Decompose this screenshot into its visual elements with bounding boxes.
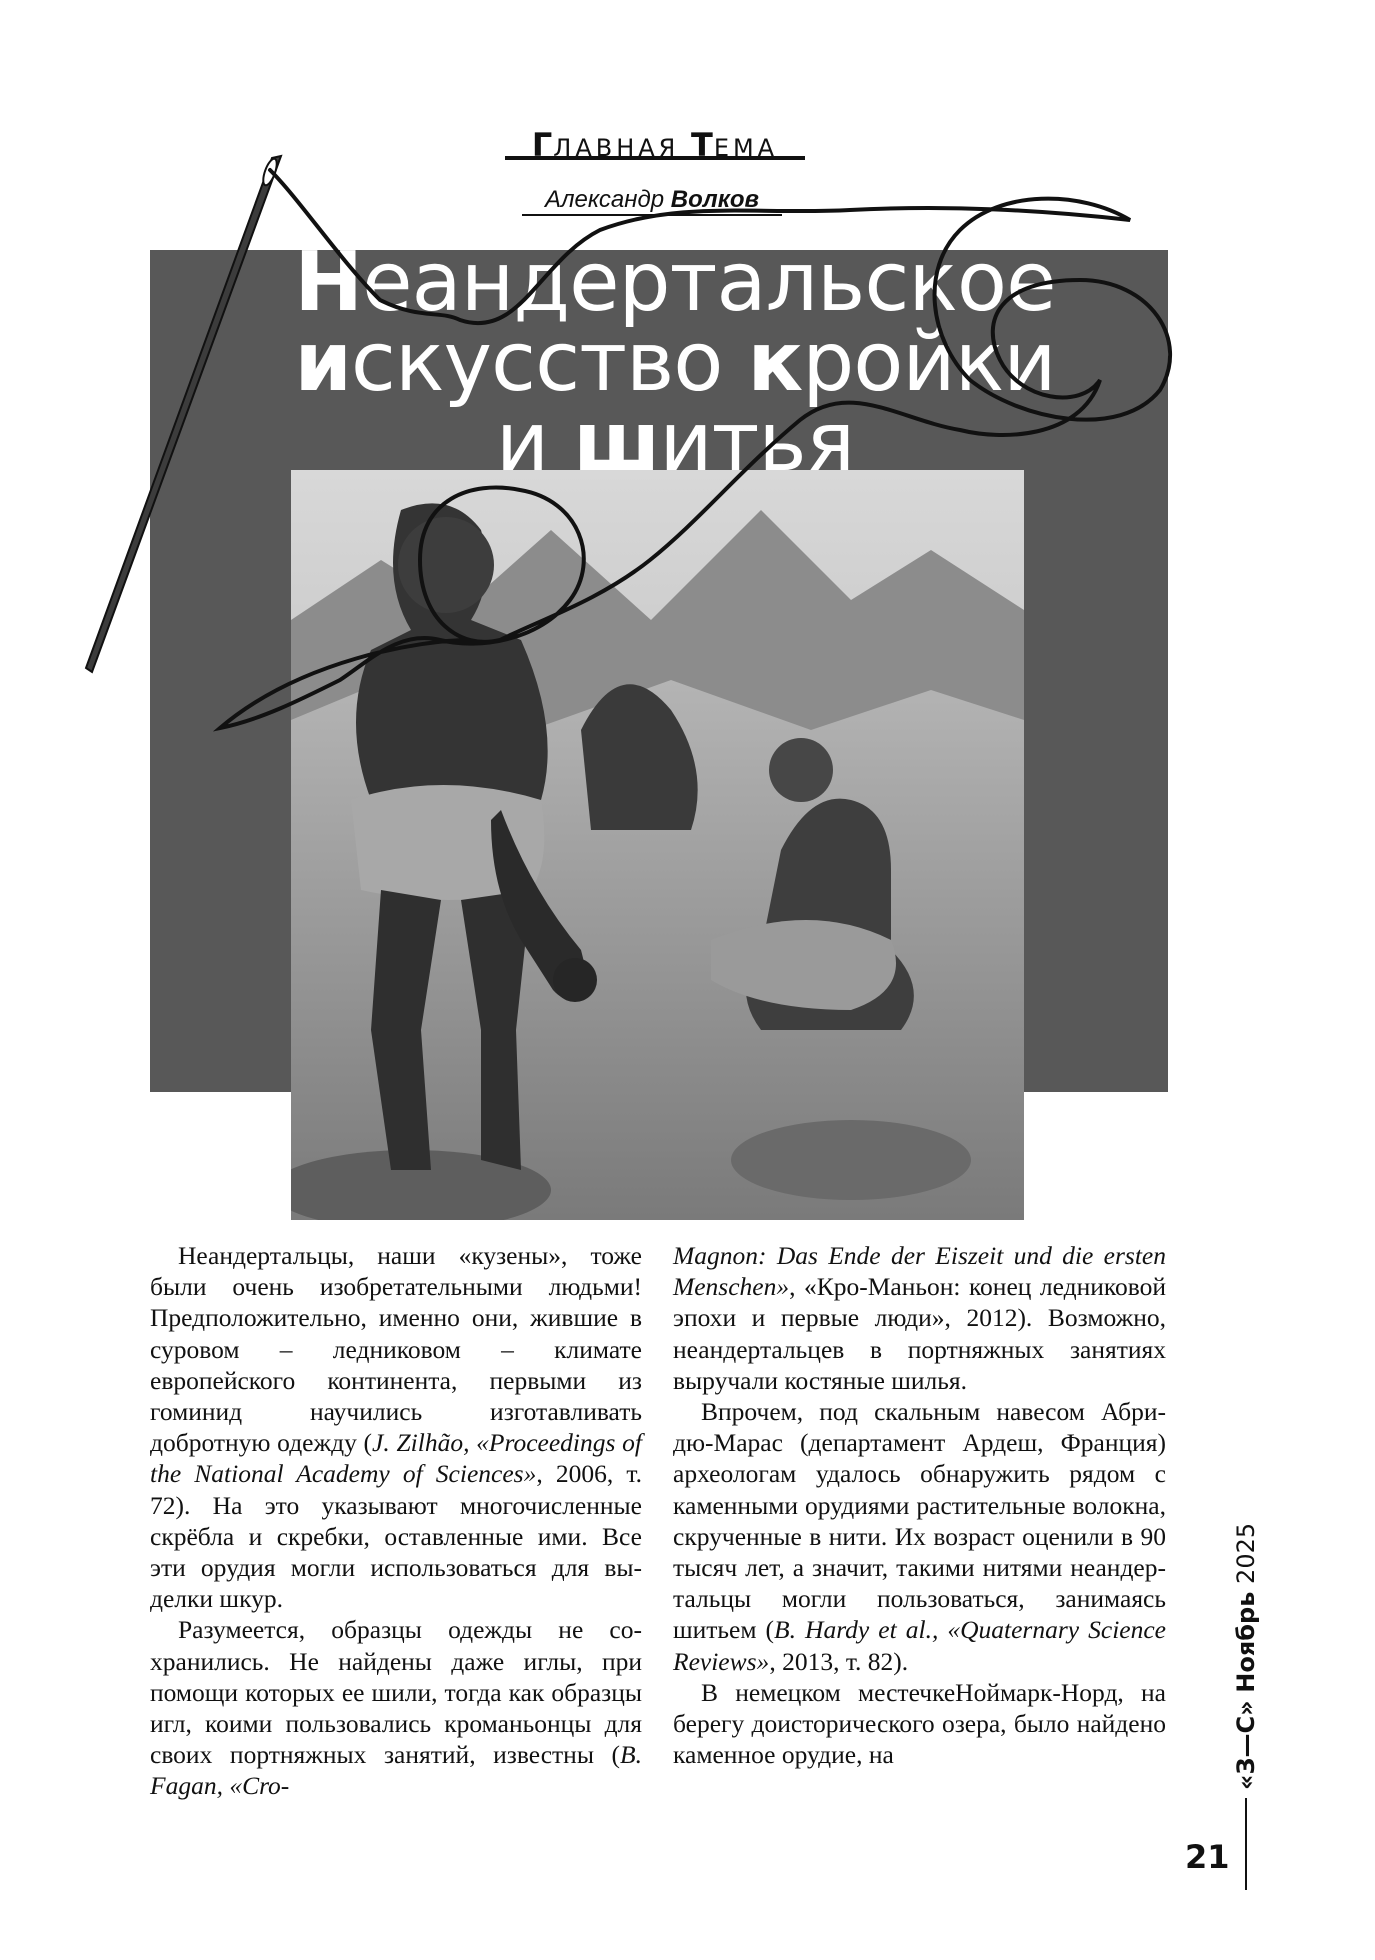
title-line3-word1: и <box>495 395 574 490</box>
article-column-left <box>150 1240 642 1802</box>
page-number: 21 <box>1185 1838 1230 1876</box>
paragraph-text: , 2006, т. 72). На это указывают многочисленные скрёбла и скребки, оставленные ими. Все эти орудия могли использоваться для выделки шкур. <box>150 1459 642 1614</box>
citation: B. Fagan, «Cro- <box>150 1740 642 1801</box>
section-heading-cap2: Т <box>690 126 714 164</box>
paragraph-text: В немецком местечкеНоймарк-Норд, на берегу доисторического озера, было найдено каменное орудие, на <box>673 1677 1166 1770</box>
issue-year: 2025 <box>1232 1522 1260 1584</box>
author-byline <box>522 186 782 216</box>
title-line2-cap2: к <box>747 315 803 410</box>
title-line1-cap: Н <box>294 235 363 330</box>
neanderthal-illustration <box>291 470 1024 1220</box>
issue-month: Ноябрь <box>1232 1591 1260 1693</box>
paragraph <box>673 1240 1166 1396</box>
paragraph-text: Разумеется, образцы одежды не сохранились. Не найдены даже иглы, при помощи которых ее шили, тогда как образцы игл, коими пользовались кроманьонцы для своих портняжных занятий, известны ( <box>150 1615 642 1770</box>
title-line2-cap1: и <box>294 315 351 410</box>
article-column-right <box>673 1240 1166 1770</box>
paragraph <box>673 1677 1166 1771</box>
paragraph <box>673 1396 1166 1677</box>
magazine-name: «З—С» <box>1232 1700 1260 1790</box>
section-heading-part1: ЛАВНАЯ <box>553 134 691 162</box>
paragraph-text: , «Кро-Маньон: конец ледниковой эпохи и первые люди», 2012). Возможно, неандертальцев в портняжных занятиях выручали костяные шилья. <box>673 1272 1166 1395</box>
citation: Magnon: Das Ende der Eiszeit und die ersten Menschen» <box>673 1241 1166 1302</box>
margin-rule <box>1245 1798 1247 1890</box>
title-line3-cap: ш <box>573 395 660 490</box>
title-line-3 <box>275 395 1075 490</box>
illustration-drawing <box>291 470 1024 1220</box>
title-line1-rest: еандертальское <box>362 235 1056 330</box>
author-last-name: Волков <box>670 186 760 213</box>
title-line2-rest2: ройки <box>802 315 1056 410</box>
section-heading <box>505 126 805 164</box>
article-title <box>275 235 1075 490</box>
citation: J. Zilhão, «Proceedings of the National Academy of Sciences» <box>150 1428 642 1489</box>
title-line3-rest: итья <box>659 395 855 490</box>
section-heading-cap1: Г <box>531 126 554 164</box>
paragraph-text: Неандертальцы, наши «кузены», тоже были очень изобретательными людьми! Предположительно, именно они, жившие в суровом – ледниковом – климате европейского континента, первыми из гоминид научились изготавливать добротную одежду ( <box>150 1241 642 1458</box>
title-line-2 <box>275 315 1075 410</box>
title-line-1 <box>275 235 1075 330</box>
author-first-name: Александр <box>544 186 671 213</box>
paragraph-text: , 2013, т. 82). <box>769 1646 909 1676</box>
citation: B. Hardy et al., «Quaternary Science Reviews» <box>673 1615 1166 1676</box>
paragraph <box>150 1614 642 1801</box>
title-line2-rest1: скусство <box>350 315 748 410</box>
paragraph <box>150 1240 642 1614</box>
paragraph-text: Впрочем, под скальным навесом Абри-дю-Марас (департамент Ардеш, Франция) археологам удалось обнаружить рядом с каменными орудиями растительные волокна, скрученные в нити. Их возраст оценили в 90 тысяч лет, а значит, такими нитями неандертальцы могли пользоваться, занимаясь шитьем ( <box>673 1397 1166 1645</box>
magazine-issue-label <box>1230 1523 1262 1790</box>
section-heading-part2: ЕМА <box>713 134 779 162</box>
